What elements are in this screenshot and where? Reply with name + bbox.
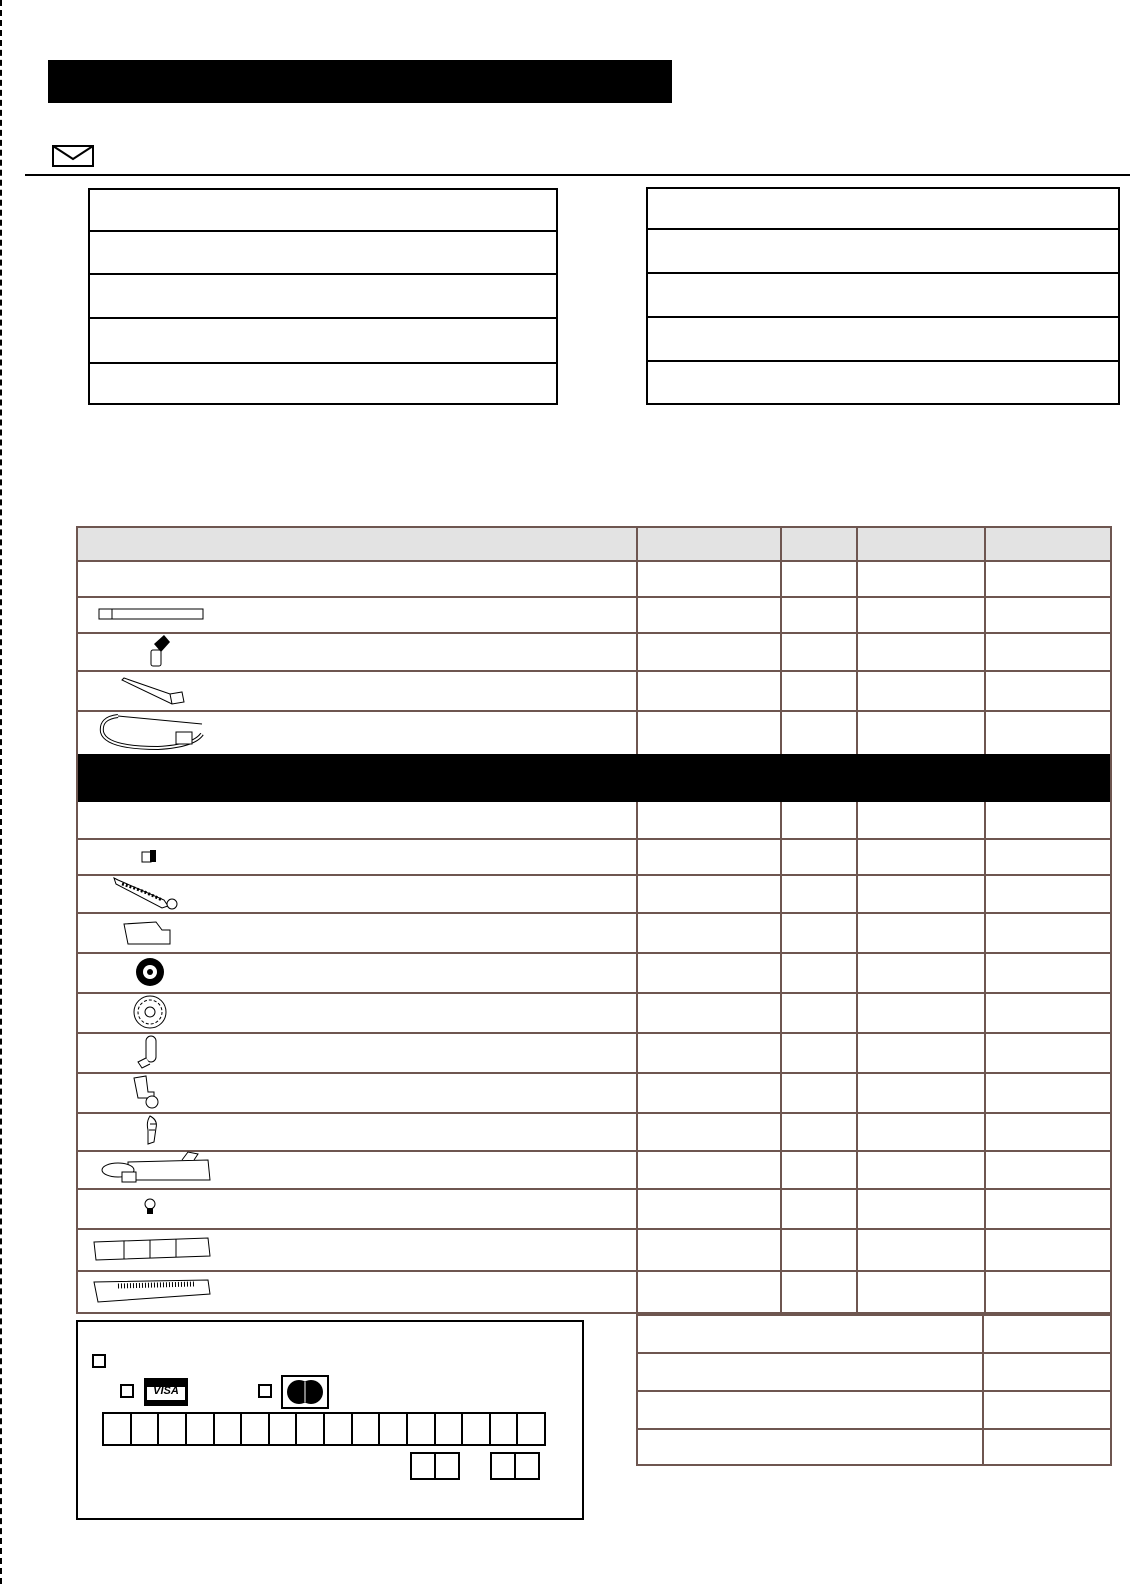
- envelope-icon: [52, 145, 94, 167]
- col-price: [856, 528, 984, 560]
- order-table: [76, 526, 1112, 1314]
- card-digit-box[interactable]: [242, 1414, 270, 1444]
- table-row[interactable]: [78, 560, 1110, 598]
- form-title-bar: [48, 60, 672, 103]
- table-row[interactable]: [78, 632, 1110, 672]
- small-part-icon: [140, 848, 158, 864]
- mastercard-logo: [282, 1376, 328, 1408]
- card-digit-box[interactable]: [325, 1414, 353, 1444]
- card-digit-box[interactable]: [408, 1414, 436, 1444]
- ship-to-row-4[interactable]: [90, 317, 556, 361]
- hose-icon: [98, 712, 206, 750]
- bill-to-row-3[interactable]: [648, 272, 1118, 316]
- card-digit-box[interactable]: [491, 1414, 519, 1444]
- totals-row[interactable]: [638, 1390, 1110, 1430]
- expiry-month-field[interactable]: [410, 1452, 460, 1480]
- totals-box: [636, 1314, 1112, 1466]
- card-digit-box[interactable]: [215, 1414, 243, 1444]
- ship-to-box: [88, 188, 558, 405]
- table-row[interactable]: [78, 838, 1110, 876]
- col-quantity: [780, 528, 856, 560]
- long-filter-icon: [90, 1234, 212, 1262]
- table-row[interactable]: [78, 952, 1110, 994]
- table-row[interactable]: [78, 1270, 1110, 1314]
- card-digit-box[interactable]: [380, 1414, 408, 1444]
- col-description: [78, 528, 636, 560]
- mastercard-checkbox[interactable]: [258, 1384, 272, 1398]
- bill-to-row-4[interactable]: [648, 316, 1118, 360]
- hook-icon: [136, 1034, 164, 1070]
- table-row[interactable]: [78, 1032, 1110, 1074]
- card-digit-box[interactable]: [463, 1414, 491, 1444]
- ship-to-row-1[interactable]: [90, 188, 556, 230]
- table-row[interactable]: [78, 710, 1110, 754]
- extension-wand-icon: [98, 608, 204, 620]
- table-row[interactable]: [78, 802, 1110, 840]
- screw-icon: [142, 1198, 158, 1216]
- col-total: [984, 528, 1114, 560]
- table-row[interactable]: [78, 992, 1110, 1034]
- table-row[interactable]: [78, 1072, 1110, 1114]
- table-row[interactable]: [78, 596, 1110, 634]
- table-row[interactable]: [78, 1112, 1110, 1152]
- totals-row[interactable]: [638, 1428, 1110, 1464]
- expiry-year-field[interactable]: [490, 1452, 540, 1480]
- bill-to-row-1[interactable]: [648, 187, 1118, 229]
- cut-line: [0, 0, 2, 1584]
- bill-to-row-2[interactable]: [648, 228, 1118, 272]
- table-row[interactable]: [78, 1150, 1110, 1190]
- card-digit-box[interactable]: [270, 1414, 298, 1444]
- belt-cover-icon: [90, 1276, 212, 1306]
- totals-row[interactable]: [638, 1352, 1110, 1392]
- bracket-icon: [132, 1074, 162, 1110]
- table-header: [78, 528, 1110, 562]
- clip-icon: [144, 1114, 162, 1146]
- filter-icon: [122, 920, 174, 946]
- totals-row[interactable]: [638, 1316, 1110, 1354]
- table-row[interactable]: [78, 1188, 1110, 1230]
- card-digit-box[interactable]: [132, 1414, 160, 1444]
- check-payment-checkbox[interactable]: [92, 1354, 106, 1368]
- card-digit-box[interactable]: [187, 1414, 215, 1444]
- table-row[interactable]: [78, 874, 1110, 914]
- card-digit-box[interactable]: [104, 1414, 132, 1444]
- ship-to-row-5[interactable]: [90, 362, 556, 405]
- card-digit-box[interactable]: [518, 1414, 544, 1444]
- ship-to-row-3[interactable]: [90, 273, 556, 317]
- table-row[interactable]: [78, 670, 1110, 712]
- payment-box: [76, 1320, 584, 1520]
- round-filter-icon: [134, 956, 166, 988]
- header-rule: [25, 174, 1130, 176]
- spoked-filter-icon: [132, 994, 168, 1030]
- crevice-tool-icon: [120, 676, 188, 708]
- visa-checkbox[interactable]: [120, 1384, 134, 1398]
- table-row[interactable]: [78, 912, 1110, 954]
- card-digit-box[interactable]: [159, 1414, 187, 1444]
- visa-logo: VISA: [144, 1378, 188, 1406]
- bill-to-row-5[interactable]: [648, 360, 1118, 404]
- section-header-bar: [78, 754, 1110, 802]
- col-part-number: [636, 528, 780, 560]
- brushroll-icon: [112, 876, 182, 910]
- table-row[interactable]: [78, 1228, 1110, 1272]
- bill-to-box: [646, 187, 1120, 405]
- dusting-brush-icon: [146, 634, 172, 668]
- card-number-field[interactable]: [102, 1412, 546, 1446]
- card-digit-box[interactable]: [297, 1414, 325, 1444]
- card-digit-box[interactable]: [353, 1414, 381, 1444]
- ship-to-row-2[interactable]: [90, 230, 556, 273]
- card-digit-box[interactable]: [436, 1414, 464, 1444]
- nozzle-icon: [98, 1150, 214, 1186]
